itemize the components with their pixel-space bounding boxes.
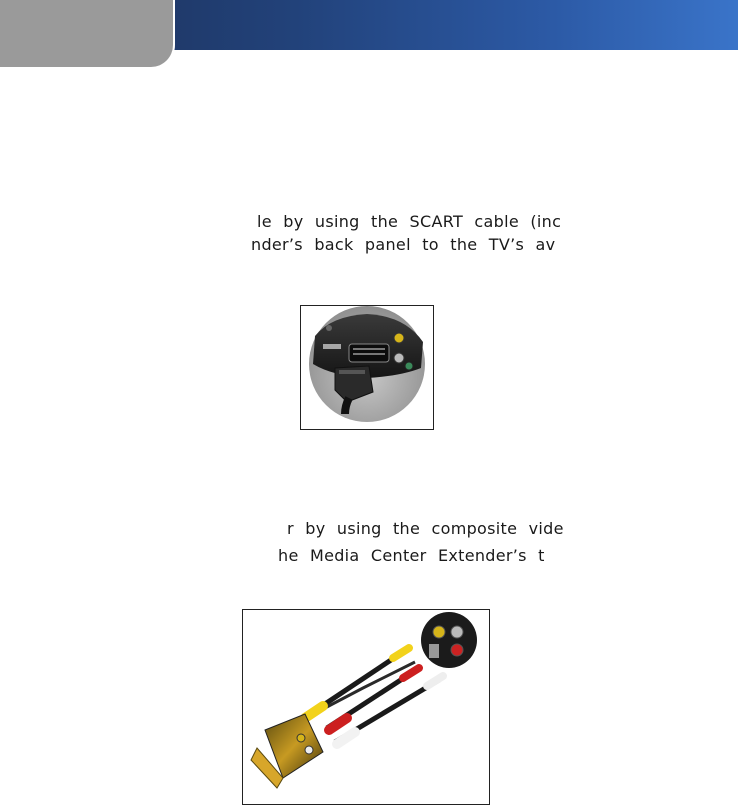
scart-cable: [345, 398, 349, 414]
scart-connection-illustration: [301, 306, 433, 429]
panel-screw: [326, 325, 332, 331]
yellow-jack: [394, 333, 404, 343]
section2-text-line1: r by using the composite vide: [287, 519, 564, 538]
header-tab: [0, 0, 173, 67]
white-plug-top: [427, 676, 443, 686]
composite-photo-frame: [242, 609, 490, 805]
section1-text-line1: le by using the SCART cable (inc: [257, 212, 562, 231]
hdmi-label: [323, 344, 341, 349]
composite-connection-illustration: [243, 610, 489, 804]
jack-label: [429, 644, 439, 658]
green-jack: [405, 362, 413, 370]
jack-yellow: [433, 626, 445, 638]
red-plug-top: [403, 668, 419, 678]
jack-panel-circle: [421, 612, 477, 668]
svideo-jack: [394, 353, 404, 363]
jack-white: [451, 626, 463, 638]
section2-text-line2: he Media Center Extender’s t: [278, 546, 545, 565]
scart-photo-frame: [300, 305, 434, 430]
yellow-plug-top: [393, 648, 409, 658]
section1-text-line2: nder’s back panel to the TV’s av: [251, 235, 556, 254]
white-plug-bottom: [337, 732, 355, 744]
jack-red: [451, 644, 463, 656]
red-plug-bottom: [329, 718, 347, 730]
yellow-plug-bottom: [305, 706, 323, 718]
